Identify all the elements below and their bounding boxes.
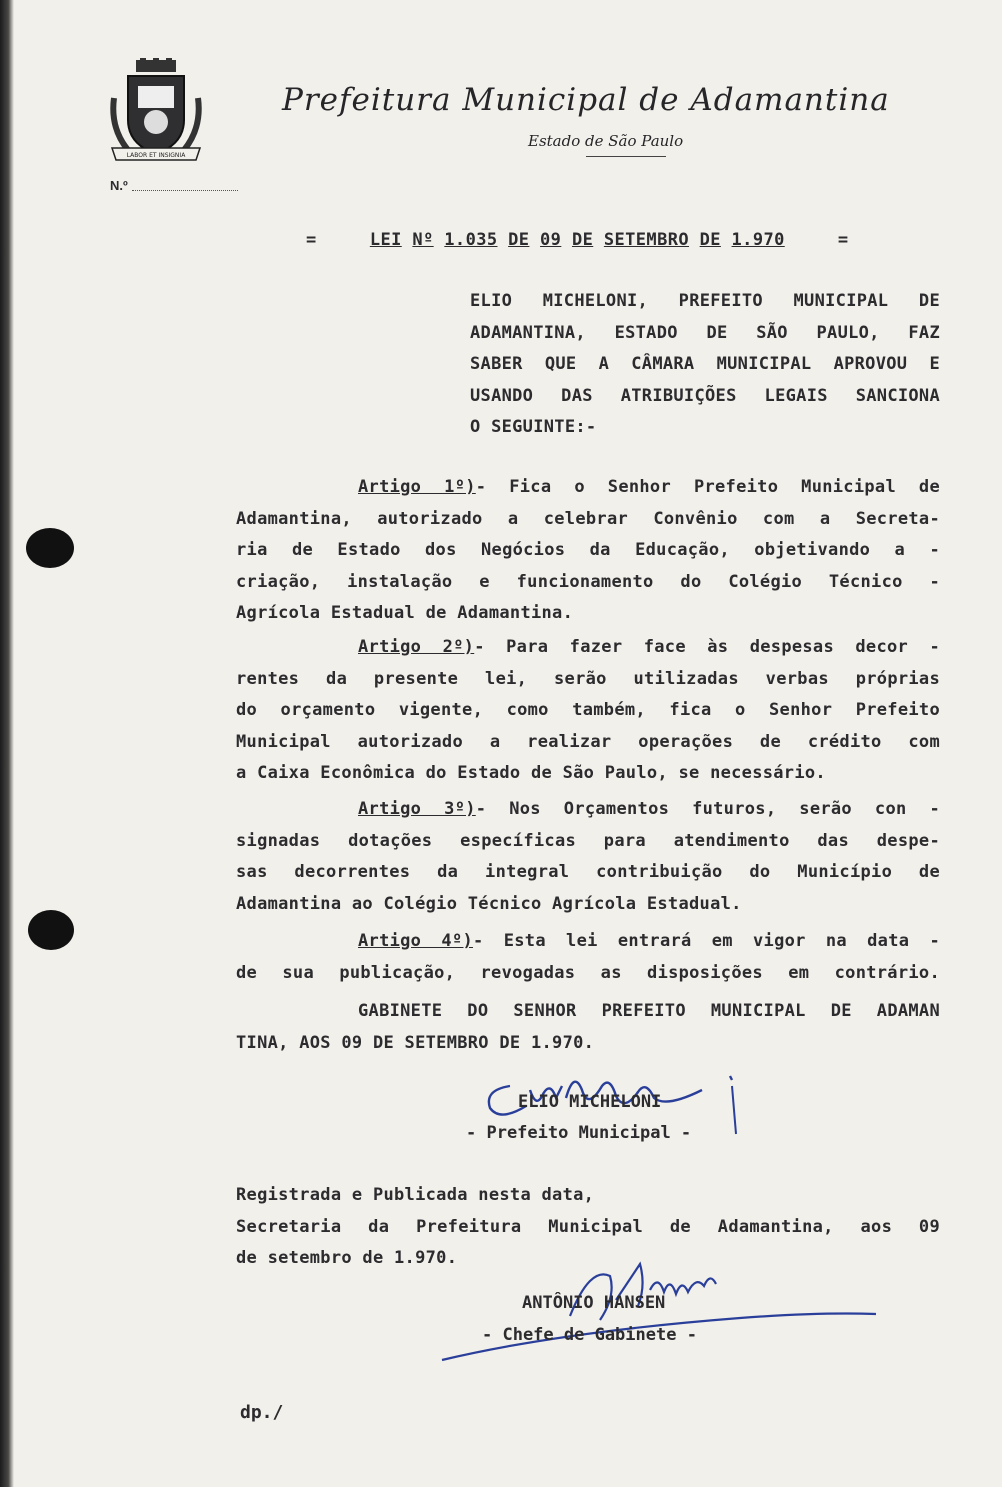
preamble (470, 286, 940, 444)
closing-line: GABINETE DO SENHOR PREFEITO MUNICIPAL DE ADAMAN (358, 1001, 940, 1021)
article-line: a Caixa Econômica do Estado de São Paulo, se necessário. (236, 763, 826, 783)
preamble-line: ELIO MICHELONI, PREFEITO MUNICIPAL DE (470, 291, 940, 311)
punch-hole-top (26, 528, 74, 568)
article-line: do orçamento vigente, como também, fica o Senhor Prefeito (236, 700, 940, 720)
registration-line: de setembro de 1.970. (236, 1248, 458, 1268)
law-title-part: DE (699, 230, 721, 250)
law-title (306, 230, 849, 250)
article-first-line (236, 632, 940, 664)
letterhead-title: Prefeitura Municipal de Adamantina (282, 82, 890, 118)
article-line: sas decorrentes da integral contribuição do Município de (236, 862, 940, 882)
closing (236, 996, 940, 1059)
article-first-line (236, 926, 940, 958)
article-first-line (236, 794, 940, 826)
article-line: - Para fazer face às despesas decor - (474, 637, 940, 657)
article-line: Adamantina ao Colégio Técnico Agrícola Estadual. (236, 893, 742, 914)
law-title-part: LEI (369, 230, 402, 250)
article-line: Adamantina, autorizado a celebrar Convênio com a Secreta- (236, 508, 940, 529)
law-title-part: SETEMBRO (603, 230, 689, 250)
chief-name: ANTÔNIO HANSEN (522, 1293, 666, 1313)
law-title-part: DE (571, 230, 594, 250)
registration-line: Registrada e Publicada nesta data, (236, 1185, 595, 1205)
article-line: - Fica o Senhor Prefeito Municipal de (475, 477, 940, 497)
law-title-dash-left: = (306, 230, 317, 250)
letterhead-subtitle: Estado de São Paulo (528, 132, 684, 150)
article-2 (236, 632, 940, 790)
preamble-line: USANDO DAS ATRIBUIÇÕES LEGAIS SANCIONA (470, 385, 940, 406)
law-title-part: Nº (412, 230, 434, 250)
preamble-line: ADAMANTINA, ESTADO DE SÃO PAULO, FAZ (470, 322, 940, 343)
article-line: ria de Estado dos Negócios da Educação, objetivando a - (236, 540, 940, 560)
number-field-line (132, 190, 238, 191)
article-line: Agrícola Estadual de Adamantina. (236, 603, 574, 623)
article-3 (236, 794, 940, 920)
article-heading: Artigo 2º) (358, 637, 475, 657)
chief-role: - Chefe de Gabinete - (482, 1325, 697, 1345)
article-line: criação, instalação e funcionamento do Colégio Técnico - (236, 571, 940, 592)
law-title-dash-right: = (837, 230, 849, 250)
law-title-part: 1.970 (731, 230, 785, 250)
municipal-crest-icon (108, 58, 204, 176)
article-heading: Artigo 4º) (358, 931, 473, 951)
letterhead-rule (586, 156, 666, 157)
scan-edge-shadow (0, 0, 14, 1487)
article-line: signadas dotações específicas para atendimento das despe- (236, 830, 940, 851)
article-line: de sua publicação, revogadas as disposições em contrário. (236, 962, 940, 983)
article-line: rentes da presente lei, serão utilizadas verbas próprias (236, 668, 940, 689)
registration (236, 1180, 940, 1275)
law-title-part: 09 (540, 230, 562, 250)
law-title-part: 1.035 (444, 230, 498, 250)
article-line: Municipal autorizado a realizar operações de crédito com (236, 731, 940, 752)
number-label: N.º (110, 178, 128, 193)
article-1 (236, 472, 940, 630)
article-line: - Esta lei entrará em vigor na data - (473, 931, 940, 951)
punch-hole-bottom (28, 910, 74, 950)
article-heading: Artigo 1º) (358, 477, 476, 497)
footer-initials: dp./ (240, 1402, 284, 1423)
mayor-name: ELIO MICHELONI (518, 1092, 662, 1112)
article-heading: Artigo 3º) (358, 799, 476, 819)
article-4 (236, 926, 940, 989)
closing-line: TINA, AOS 09 DE SETEMBRO DE 1.970. (236, 1032, 595, 1053)
preamble-line: SABER QUE A CÂMARA MUNICIPAL APROVOU E (470, 354, 940, 374)
article-line: - Nos Orçamentos futuros, serão con - (475, 799, 940, 819)
law-title-part: DE (508, 230, 530, 250)
article-first-line (236, 472, 940, 504)
preamble-line: O SEGUINTE:- (470, 417, 597, 437)
crest-motto: LABOR ET INSIGNIA (126, 152, 186, 159)
registration-line: Secretaria da Prefeitura Municipal de Adamantina, aos 09 (236, 1216, 940, 1237)
mayor-role: - Prefeito Municipal - (466, 1123, 692, 1143)
